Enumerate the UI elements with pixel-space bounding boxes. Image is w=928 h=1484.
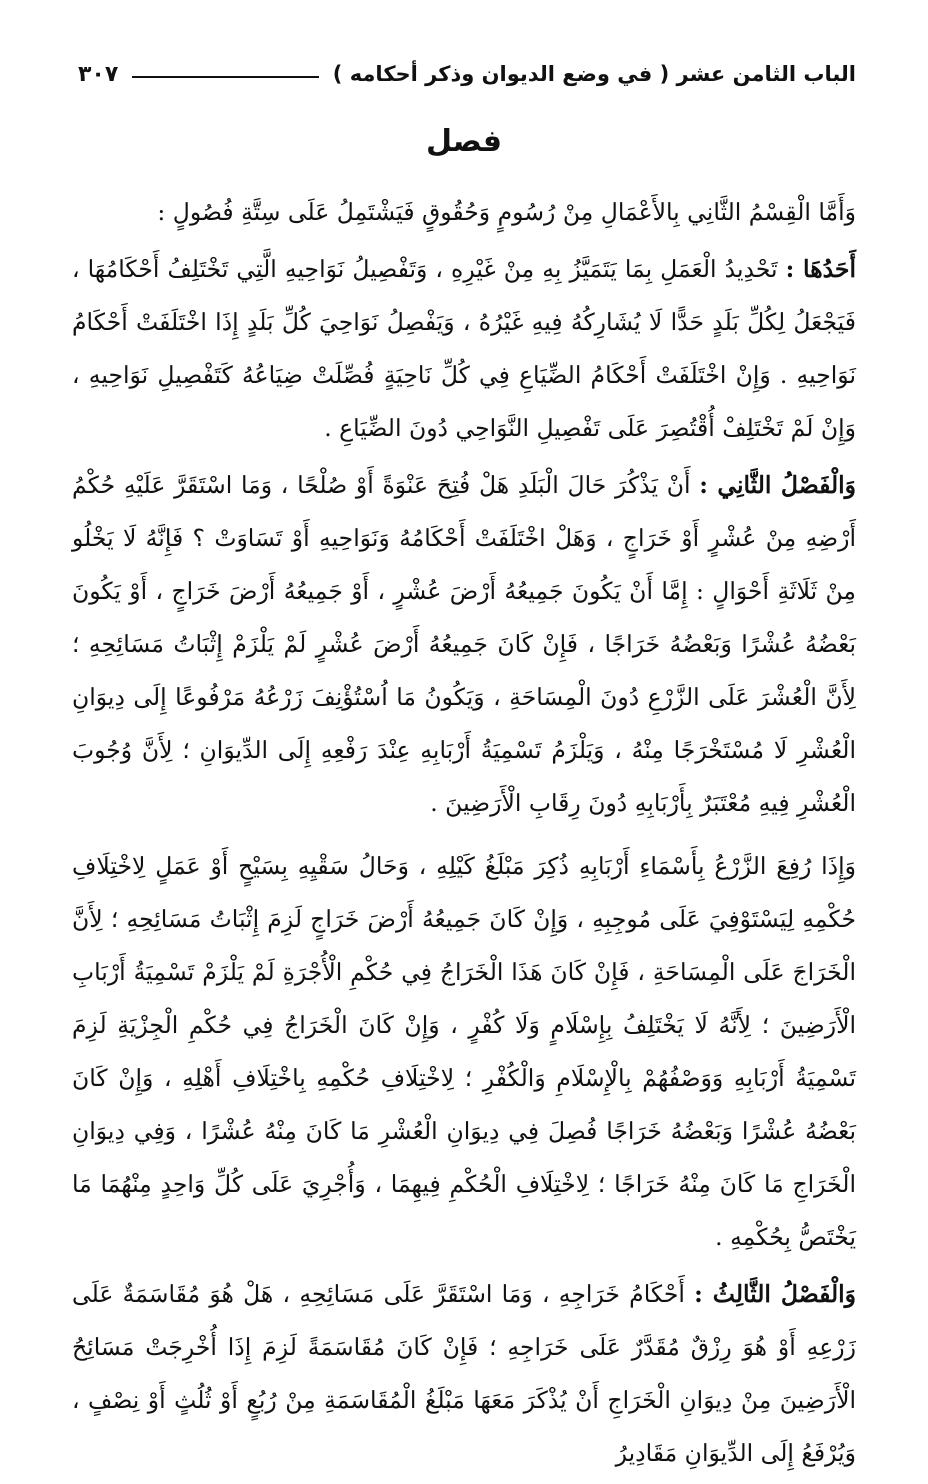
paragraph-text: أَنْ يَذْكُرَ حَالَ الْبَلَدِ هَلْ فُتِحَ عَنْوَةً أَوْ صُلْحًا ، وَمَا اسْتَقَرَّ عَلَيْهِ حُكْمُ أَرْضِهِ مِنْ عُشْرٍ أَوْ خَرَاجٍ ، وَهَلْ اخْتَلَفَتْ أَحْكَامُهُ وَنَوَاحِيهِ أَوْ تَسَاوَتْ ؟ فَإِنَّهُ لَا يَخْلُو مِنْ ثَلَاثَةِ أَحْوَالٍ : إِمَّا أَنْ يَكُونَ جَمِيعُهُ أَرْضَ عُشْرٍ ، أَوْ جَمِيعُهُ أَرْضَ خَرَاجٍ ، أَوْ يَكُونَ بَعْضُهُ عُشْرًا وَبَعْضُهُ خَرَاجًا ، فَإِنْ كَانَ جَمِيعُهُ أَرْضَ عُشْرٍ لَمْ يَلْزَمْ إِثْبَاتُ مَسَائِحِهِ ؛ لِأَنَّ الْعُشْرَ عَلَى الزَّرْعِ دُونَ الْمِسَاحَةِ ، وَيَكُونُ مَا اُسْتُؤْنِفَ زَرْعُهُ مَرْفُوعًا إِلَى دِيوَانِ الْعُشْرِ لَا مُسْتَخْرَجًا مِنْهُ ، وَيَلْزَمُ تَسْمِيَةُ أَرْبَابِهِ عِنْدَ رَفْعِهِ إِلَى الدِّيوَانِ ؛ لِأَنَّ وُجُوبَ الْعُشْرِ فِيهِ مُعْتَبَرٌ بِأَرْبَابِهِ دُونَ رِقَابِ الْأَرَضِينَ .: [72, 471, 856, 817]
running-header: [78, 52, 856, 96]
paragraph-lead: أَحَدُهَا :: [785, 255, 856, 283]
paragraph-lead: وَالْفَصْلُ الثَّانِي :: [699, 471, 856, 499]
body-text: [72, 186, 856, 1484]
section-heading: فصل: [426, 124, 502, 159]
paragraph-lead: وَالْفَصْلُ الثَّالِثُ :: [694, 1280, 856, 1308]
paragraph: [72, 459, 856, 830]
paragraph: [72, 243, 856, 455]
page-number: ٣٠٧: [78, 61, 119, 87]
paragraph-text: وَإِذَا رُفِعَ الزَّرْعُ بِأَسْمَاءِ أَرْبَابِهِ ذُكِرَ مَبْلَغُ كَيْلِهِ ، وَحَالُ سَقْيِهِ بِسَيْحٍ أَوْ عَمَلٍ لِاخْتِلَافِ حُكْمِهِ لِيَسْتَوْفِيَ عَلَى مُوجِبِهِ ، وَإِنْ كَانَ جَمِيعُهُ أَرْضَ خَرَاجٍ لَزِمَ إِثْبَاتُ مَسَائِحِهِ ؛ لِأَنَّ الْخَرَاجَ عَلَى الْمِسَاحَةِ ، فَإِنْ كَانَ هَذَا الْخَرَاجُ فِي حُكْمِ الْأُجْرَةِ لَمْ يَلْزَمْ تَسْمِيَةُ أَرْبَابِ الْأَرَضِينَ ؛ لِأَنَّهُ لَا يَخْتَلِفُ بِإِسْلَامٍ وَلَا كُفْرٍ ، وَإِنْ كَانَ الْخَرَاجُ فِي حُكْمِ الْجِزْيَةِ لَزِمَ تَسْمِيَةُ أَرْبَابِهِ وَوَصْفُهُمْ بِالْإِسْلَامِ وَالْكُفْرِ ؛ لِاخْتِلَافِ حُكْمِهِ بِاخْتِلَافِ أَهْلِهِ ، وَإِنْ كَانَ بَعْضُهُ عُشْرًا وَبَعْضُهُ خَرَاجًا فُصِلَ فِي دِيوَانِ الْعُشْرِ مَا كَانَ مِنْهُ عُشْرًا ، وَفِي دِيوَانِ الْخَرَاجِ مَا كَانَ مِنْهُ خَرَاجًا ؛ لِاخْتِلَافِ الْحُكْمِ فِيهِمَا ، وَأُجْرِيَ عَلَى كُلِّ وَاحِدٍ مِنْهُمَا مَا يَخْتَصُّ بِحُكْمِهِ .: [72, 852, 856, 1251]
paragraph: [72, 840, 856, 1264]
paragraph-text: أَحْكَامُ خَرَاجِهِ ، وَمَا اسْتَقَرَّ عَلَى مَسَائِحِهِ ، هَلْ هُوَ مُقَاسَمَةٌ عَلَى زَرْعِهِ أَوْ هُوَ رِزْقٌ مُقَدَّرٌ عَلَى خَرَاجِهِ ؛ فَإِنْ كَانَ مُقَاسَمَةً لَزِمَ إِذَا أُخْرِجَتْ مَسَائِحُ الْأَرَضِينَ مِنْ دِيوَانِ الْخَرَاجِ أَنْ يُذْكَرَ مَعَهَا مَبْلَغُ الْمُقَاسَمَةِ مِنْ رُبُعٍ أَوْ ثُلُثٍ أَوْ نِصْفٍ ، وَيُرْفَعُ إِلَى الدِّيوَانِ مَقَادِيرُ: [72, 1280, 856, 1467]
paragraph-text: وَأَمَّا الْقِسْمُ الثَّانِي بِالأَعْمَالِ مِنْ رُسُومٍ وَحُقُوقٍ فَيَشْتَمِلُ عَلَى سِتَّةِ فُصُولٍ :: [157, 198, 856, 226]
chapter-title: الباب الثامن عشر ( في وضع الديوان وذكر أحكامه ): [332, 62, 856, 86]
paragraph-text: تَحْدِيدُ الْعَمَلِ بِمَا يَتَمَيَّزُ بِهِ مِنْ غَيْرِهِ ، وَتَفْصِيلُ نَوَاحِيهِ الَّتِي تَخْتَلِفُ أَحْكَامُهَا ، فَيَجْعَلُ لِكُلِّ بَلَدٍ حَدًّا لَا يُشَارِكُهُ فِيهِ غَيْرُهُ ، وَيَفْصِلُ نَوَاحِيَ كُلِّ بَلَدٍ إِذَا اخْتَلَفَتْ أَحْكَامُ نَوَاحِيهِ . وَإِنْ اخْتَلَفَتْ أَحْكَامُ الضِّيَاعِ فِي كُلِّ نَاحِيَةٍ فُصِّلَتْ ضِيَاعُهُ كَتَفْصِيلِ نَوَاحِيهِ ، وَإِنْ لَمْ تَخْتَلِفْ أُقْتُصِرَ عَلَى تَفْصِيلِ النَّوَاحِي دُونَ الضِّيَاعِ .: [72, 255, 856, 442]
paragraph: [72, 1268, 856, 1480]
paragraph: [72, 186, 856, 239]
header-rule: [132, 76, 318, 78]
